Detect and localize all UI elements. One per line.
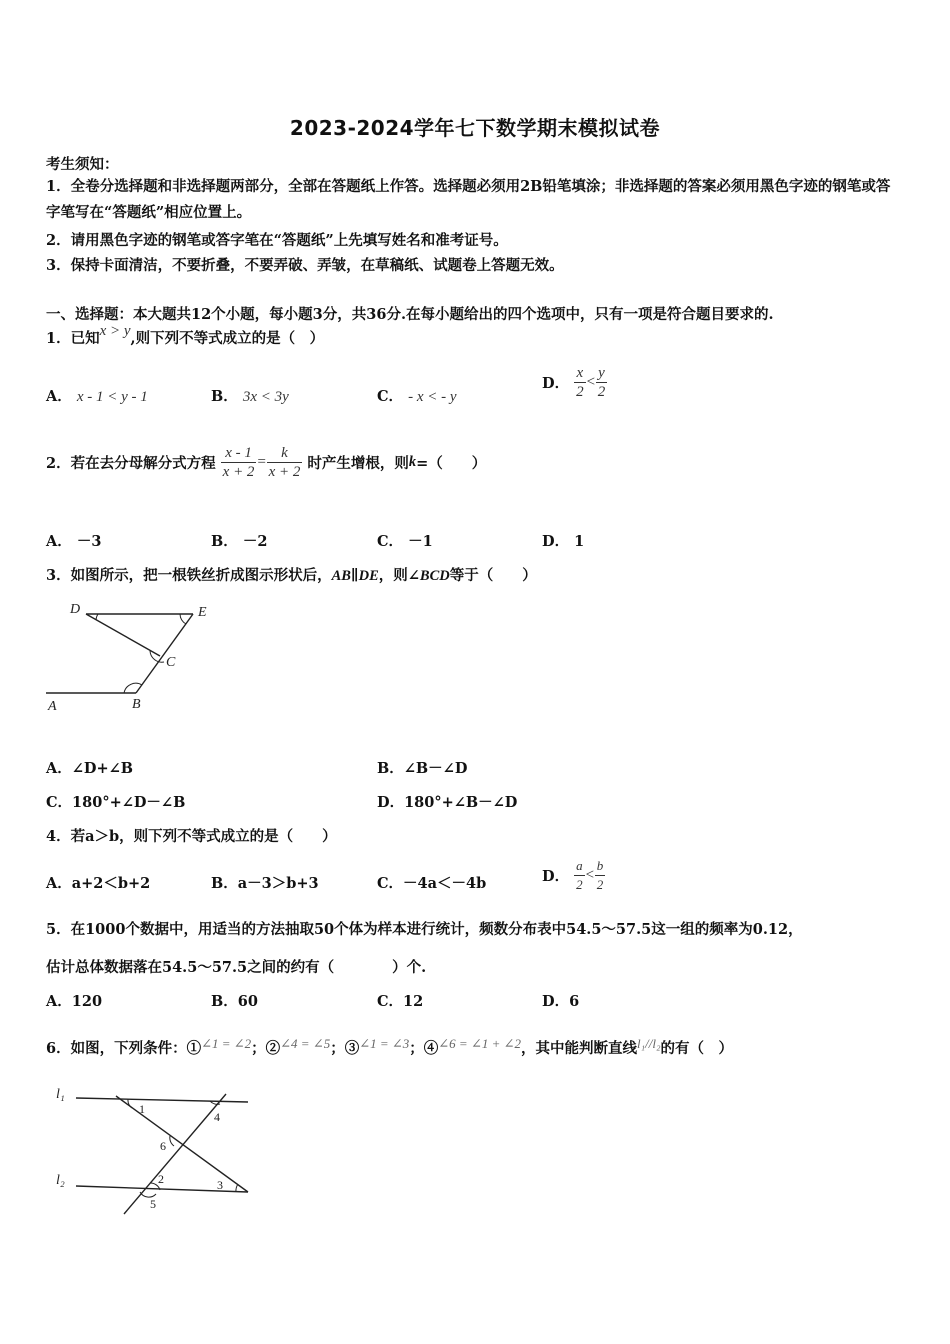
notice-item-3: 3．保持卡面清洁，不要折叠，不要弄破、弄皱，在草稿纸、试题卷上答题无效。 (46, 257, 564, 274)
q4-d-fraction-1: $\frac{a}{2}$ (576, 858, 583, 892)
fig3-arc-e (180, 614, 186, 624)
fig3-arc-d (96, 614, 98, 620)
q5-option-d[interactable]: D．6 (542, 993, 580, 1010)
fig6-label-2: 2 (158, 1172, 164, 1186)
q3-option-c[interactable]: C．180°+∠D－∠B (46, 794, 186, 811)
fig3-label-b: B (132, 697, 141, 712)
fig6-label-1: 1 (139, 1102, 145, 1116)
question-5-line-1: 5．在1000个数据中，用适当的方法抽取50个体为样本进行统计，频数分布表中54.5～57.5这一组的频率为0.12， (46, 921, 803, 938)
q5-option-b[interactable]: B．60 (211, 993, 258, 1010)
question-4-stem: 4．若a＞b，则下列不等式成立的是（ ） (46, 828, 337, 845)
section-heading: 一、选择题：本大题共12个小题，每小题3分，共36分.在每小题给出的四个选项中，只有一项是符合题目要求的. (46, 306, 774, 323)
fig3-line-eb (136, 614, 193, 693)
figure-6-diagram (50, 1080, 260, 1220)
page-title: 2023-2024学年七下数学期末模拟试卷 (289, 116, 661, 140)
q2-option-c[interactable]: C． －1 (377, 533, 433, 550)
fig6-label-4: 4 (214, 1110, 220, 1124)
q1-suffix: ,则下列不等式成立的是（ ） (130, 330, 325, 347)
q1-option-a[interactable]: A． x - 1 < y - 1 (46, 388, 148, 405)
notice-item-2: 2．请用黑色字迹的钢笔或答字笔在“答题纸”上先填写姓名和准考证号。 (46, 232, 508, 249)
fig6-transversal-1 (116, 1096, 248, 1192)
q5-option-c[interactable]: C．12 (377, 993, 424, 1010)
fig6-label-l2: l₂ (56, 1173, 65, 1188)
fig6-label-6: 6 (160, 1139, 166, 1153)
fig3-label-a: A (48, 699, 57, 714)
q2-option-a[interactable]: A． －3 (46, 533, 102, 550)
q2-fraction-left: $\frac{x - 1}{x + 2}$ (222, 445, 255, 480)
q2-fraction-right: $\frac{k}{x + 2}$ (268, 445, 301, 480)
q1-prefix: 1．已知 (46, 330, 100, 347)
q4-option-c[interactable]: C．－4a＜－4b (377, 875, 487, 892)
fig3-label-c: C (166, 655, 176, 670)
fig3-label-d: D (70, 602, 81, 617)
q4-option-d[interactable]: D． $\frac{a}{2}$ < $\frac{b}{2}$ (542, 858, 604, 892)
fig3-label-e: E (198, 605, 207, 620)
question-3-stem: 3．如图所示，把一根铁丝折成图示形状后，AB∥DE，则∠BCD等于（ ） (46, 567, 537, 584)
q5-option-a[interactable]: A．120 (46, 993, 103, 1010)
notice-heading: 考生须知： (46, 156, 119, 173)
fig6-label-l1: l₁ (56, 1087, 65, 1102)
fig3-line-dc (86, 614, 160, 656)
notice-item-1: 1．全卷分选择题和非选择题两部分，全部在答题纸上作答。选择题必须用2B铅笔填涂；非选择题的答案必须用黑色字迹的钢笔或答字笔写在“答题纸”相应位置上。 (46, 178, 891, 221)
q1-option-d[interactable]: D． $\frac{x}{2}$ < $\frac{y}{2}$ (542, 365, 606, 400)
q1-option-c[interactable]: C． - x < - y (377, 388, 457, 405)
question-1-stem (46, 323, 325, 348)
q4-option-b[interactable]: B．a－3＞b+3 (211, 875, 319, 892)
q1-condition: x > y (99, 323, 131, 339)
question-5-line-2: 估计总体数据落在54.5～57.5之间的约有（ ）个. (46, 959, 427, 976)
q1-option-b[interactable]: B． 3x < 3y (211, 388, 289, 405)
q4-d-fraction-2: $\frac{b}{2}$ (596, 858, 604, 892)
q3-option-b[interactable]: B．∠B－∠D (377, 760, 468, 777)
q1-d-fraction-2: $\frac{y}{2}$ (597, 365, 606, 400)
figure-3-diagram (40, 596, 230, 720)
q3-option-d[interactable]: D．180°+∠B－∠D (377, 794, 518, 811)
fig6-label-3: 3 (217, 1178, 223, 1192)
q2-option-b[interactable]: B． －2 (211, 533, 268, 550)
question-6-stem: 6．如图，下列条件：①∠1 = ∠2；②∠4 = ∠5；③∠1 = ∠3；④∠6 = ∠1 + ∠2，其中能判断直线l₁//l₂的有（ ） (46, 1036, 734, 1057)
q4-option-a[interactable]: A．a+2＜b+2 (46, 875, 151, 892)
fig6-arc-3 (236, 1184, 238, 1192)
question-2-stem: 2．若在去分母解分式方程 $\frac{x - 1}{x + 2}$ = $\frac{k}{x + 2}$ 时产生增根，则k=（ ） (46, 445, 487, 480)
q1-d-fraction-1: $\frac{x}{2}$ (576, 365, 584, 400)
q2-option-d[interactable]: D． 1 (542, 533, 585, 550)
q3-option-a[interactable]: A．∠D+∠B (46, 760, 134, 777)
fig6-label-5: 5 (150, 1197, 156, 1211)
